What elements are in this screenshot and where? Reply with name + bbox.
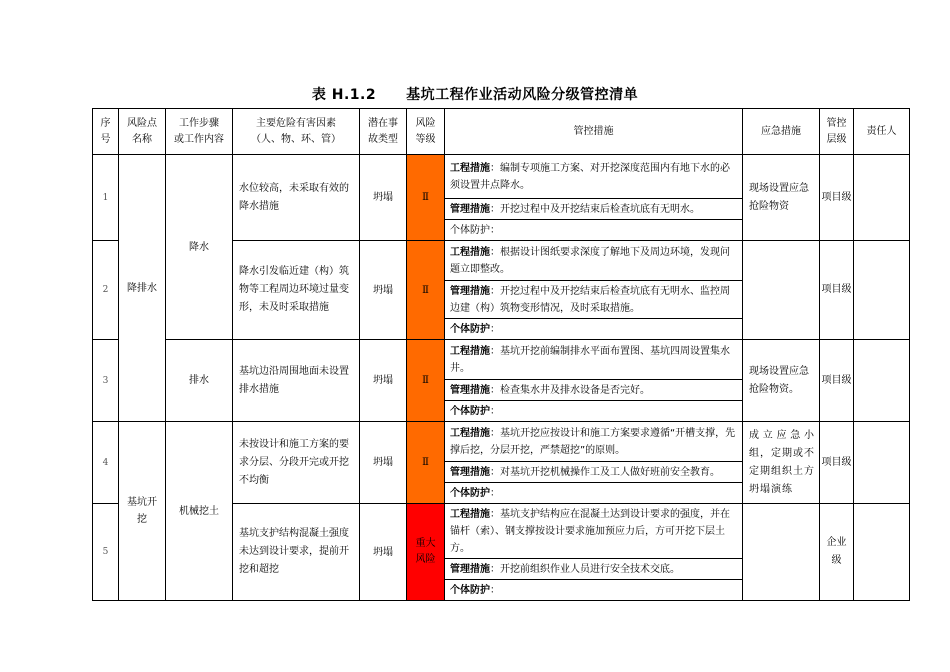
header-hazard: 主要危险有害因素 （人、物、环、管） xyxy=(233,109,360,155)
header-risk-point: 风险点 名称 xyxy=(119,109,166,155)
ppe-measure: 个体防护： xyxy=(445,220,743,241)
engineering-measure: 工程措施：编制专项施工方案、对开挖深度范围内有地下水的必须设置井点降水。 xyxy=(445,155,743,199)
table-row xyxy=(93,422,910,462)
owner-cell xyxy=(854,340,910,422)
hazard-cell: 水位较高，未采取有效的降水措施 xyxy=(233,155,360,241)
table-row xyxy=(93,340,910,380)
engineering-measure: 工程措施：根据设计图纸要求深度了解地下及周边环境，发现问题立即整改。 xyxy=(445,241,743,281)
header-control: 管控措施 xyxy=(445,109,743,155)
ppe-measure: 个体防护： xyxy=(445,483,743,504)
management-measure: 管理措施：检查集水井及排水设备是否完好。 xyxy=(445,380,743,401)
management-measure: 管理措施：对基坑开挖机械操作工及工人做好班前安全教育。 xyxy=(445,462,743,483)
accident-cell: 坍塌 xyxy=(360,340,407,422)
engineering-measure: 工程措施：基坑支护结构应在混凝土达到设计要求的强度，并在锚杆（索）、钢支撑按设计要求施加预应力后，方可开挖下层土方。 xyxy=(445,504,743,559)
step-cell: 排水 xyxy=(166,340,233,422)
table-title xyxy=(0,84,950,104)
risk-level-badge: Ⅱ xyxy=(407,155,445,241)
step-cell: 降水 xyxy=(166,155,233,340)
ppe-measure: 个体防护： xyxy=(445,580,743,601)
hazard-cell: 基坑边沿周围地面未设置排水措施 xyxy=(233,340,360,422)
owner-cell xyxy=(854,422,910,504)
accident-cell: 坍塌 xyxy=(360,155,407,241)
header-owner: 责任人 xyxy=(854,109,910,155)
mgmt-level-cell: 项目级 xyxy=(820,340,854,422)
hazard-cell: 降水引发临近建（构）筑物等工程周边环境过量变形，未及时采取措施 xyxy=(233,241,360,340)
table-code: 表 H.1.2 xyxy=(311,87,377,103)
header-seq: 序 号 xyxy=(93,109,119,155)
owner-cell xyxy=(854,241,910,340)
emergency-cell: 现场设置应急抢险物资。 xyxy=(743,340,820,422)
risk-control-table xyxy=(92,108,910,601)
mgmt-level-cell: 项目级 xyxy=(820,241,854,340)
step-cell: 机械挖土 xyxy=(166,422,233,601)
mgmt-level-cell: 项目级 xyxy=(820,155,854,241)
header-level: 风险 等级 xyxy=(407,109,445,155)
risk-point-cell: 基坑开挖 xyxy=(119,422,166,601)
header-accident: 潜在事 故类型 xyxy=(360,109,407,155)
header-step: 工作步骤 或工作内容 xyxy=(166,109,233,155)
engineering-measure: 工程措施：基坑开挖前编制排水平面布置图、基坑四周设置集水井。 xyxy=(445,340,743,380)
seq-cell: 1 xyxy=(93,155,119,241)
mgmt-level-cell: 项目级 xyxy=(820,422,854,504)
mgmt-level-cell: 企业级 xyxy=(820,504,854,601)
seq-cell: 5 xyxy=(93,504,119,601)
emergency-cell: 成立应急小组，定期或不定期组织土方坍塌演练 xyxy=(743,422,820,504)
seq-cell: 2 xyxy=(93,241,119,340)
emergency-cell xyxy=(743,504,820,601)
risk-level-badge: 重大风险 xyxy=(407,504,445,601)
hazard-cell: 未按设计和施工方案的要求分层、分段开完或开挖不均衡 xyxy=(233,422,360,504)
risk-level-badge: Ⅱ xyxy=(407,340,445,422)
engineering-measure: 工程措施：基坑开挖应按设计和施工方案要求遵循“开槽支撑，先撑后挖，分层开挖，严禁超挖”的原则。 xyxy=(445,422,743,462)
header-emergency: 应急措施 xyxy=(743,109,820,155)
ppe-measure: 个体防护： xyxy=(445,401,743,422)
owner-cell xyxy=(854,504,910,601)
management-measure: 管理措施：开挖前组织作业人员进行安全技术交底。 xyxy=(445,559,743,580)
hazard-cell: 基坑支护结构混凝土强度未达到设计要求，提前开挖和超挖 xyxy=(233,504,360,601)
accident-cell: 坍塌 xyxy=(360,241,407,340)
management-measure: 管理措施：开挖过程中及开挖结束后检查坑底有无明水。 xyxy=(445,199,743,220)
table-title-text: 基坑工程作业活动风险分级管控清单 xyxy=(406,87,639,103)
accident-cell: 坍塌 xyxy=(360,422,407,504)
seq-cell: 4 xyxy=(93,422,119,504)
emergency-cell xyxy=(743,241,820,340)
header-mgmt-level: 管控 层级 xyxy=(820,109,854,155)
risk-point-cell: 降排水 xyxy=(119,155,166,422)
table-header-row xyxy=(93,109,910,155)
emergency-cell: 现场设置应急抢险物资 xyxy=(743,155,820,241)
seq-cell: 3 xyxy=(93,340,119,422)
risk-level-badge: Ⅱ xyxy=(407,241,445,340)
table-row xyxy=(93,155,910,199)
accident-cell: 坍塌 xyxy=(360,504,407,601)
owner-cell xyxy=(854,155,910,241)
ppe-measure: 个体防护： xyxy=(445,319,743,340)
management-measure: 管理措施：开挖过程中及开挖结束后检查坑底有无明水、监控周边建（构）筑物变形情况，及时采取措施。 xyxy=(445,281,743,319)
risk-level-badge: Ⅱ xyxy=(407,422,445,504)
